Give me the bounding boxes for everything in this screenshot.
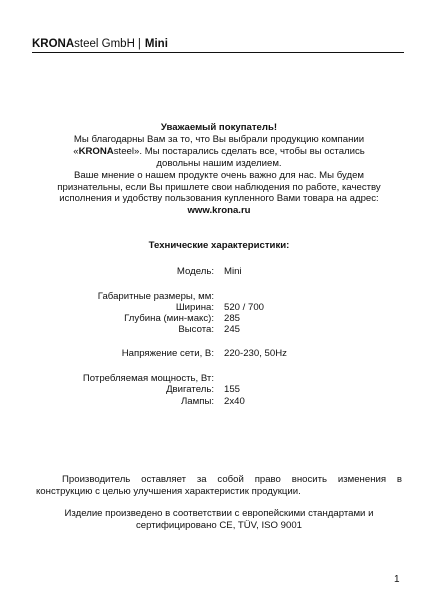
spec-value: 2х40 (224, 396, 245, 407)
spec-label: Модель: (176, 266, 214, 277)
letter-line: довольны нашим изделием. (156, 157, 282, 169)
spec-label: Лампы: (181, 396, 214, 407)
letter-line: исполнения и удобству пользования купленного Вами товара на адрес: (59, 193, 379, 205)
brand-name-bold: KRONA (32, 38, 75, 50)
spec-label: Ширина: (175, 302, 214, 313)
spec-value: 520 / 700 (224, 302, 265, 313)
specs-title: Технические характеристики: (148, 240, 290, 251)
spec-row-lamps (0, 396, 437, 408)
spec-label: Глубина (мин-макс): (124, 313, 214, 324)
spec-value: 155 (224, 384, 241, 395)
header-rule (32, 52, 404, 53)
spec-value: 220-230, 50Hz (224, 348, 287, 359)
letter-greeting: Уважаемый покупатель! (160, 122, 278, 133)
manufacturer-notice: Производитель оставляет за собой право вносить изменения в конструкцию с целью улучшения характеристик продукции. (36, 474, 402, 497)
brand-name-rest: steel GmbH (74, 38, 135, 50)
header-model: Mini (144, 38, 168, 50)
letter-line: «KRONAsteel». Мы постарались сделать все, чтобы вы остались (73, 145, 365, 157)
spec-label: Габаритные размеры, мм: (97, 291, 214, 302)
letter-brand-bold: KRONA (78, 145, 114, 157)
customer-letter (34, 122, 404, 217)
spec-row-height (0, 324, 437, 336)
header-separator: | (137, 38, 141, 50)
spec-label: Напряжение сети, В: (121, 348, 214, 359)
page-number: 1 (394, 574, 400, 585)
certification-note (34, 508, 404, 532)
spec-value: 245 (224, 324, 241, 335)
letter-line: Ваше мнение о нашем продукте очень важно для нас. Мы будем (73, 169, 364, 181)
letter-line: Мы благодарны Вам за то, что Вы выбрали продукцию компании (73, 133, 365, 145)
spec-label: Потребляемая мощность, Вт: (82, 373, 214, 384)
spec-row-voltage (0, 348, 437, 360)
spec-value: 285 (224, 313, 241, 324)
spec-row-motor (0, 384, 437, 396)
letter-line: признательны, если Вы пришлете свои наблюдения по работе, качеству (57, 181, 381, 193)
website-link[interactable]: www.krona.ru (187, 205, 251, 217)
spec-label: Высота: (178, 324, 214, 335)
page-header (32, 37, 404, 51)
certification-line: сертифицировано CE, TÜV, ISO 9001 (135, 520, 303, 531)
spec-value: Mini (224, 266, 242, 277)
spec-row-model (0, 266, 437, 278)
certification-line: Изделие произведено в соответствии с европейскими стандартами и (64, 508, 374, 519)
spec-label: Двигатель: (166, 384, 214, 395)
